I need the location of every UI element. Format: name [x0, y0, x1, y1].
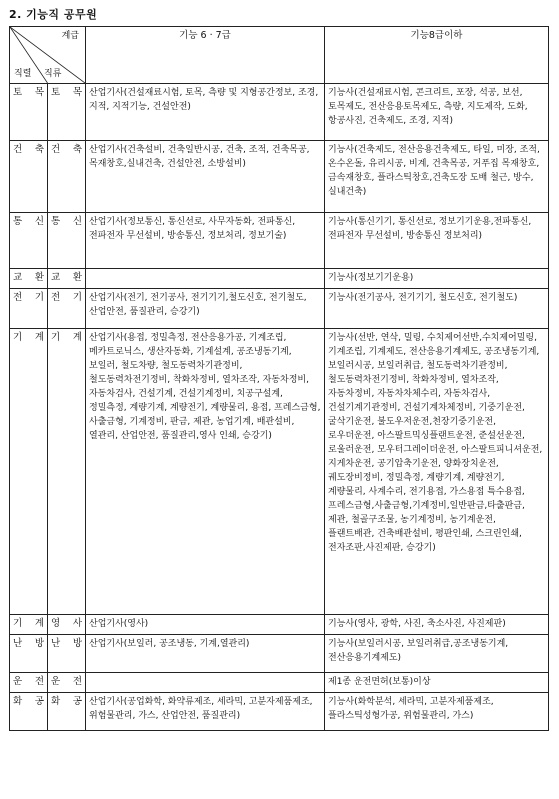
grade-6-7-text: 산업기사(보일러, 공조냉동, 기계,열관리) — [89, 639, 250, 649]
grade-6-7-text: 산업기사(영사) — [89, 619, 149, 629]
grade-8-below-cell — [325, 635, 549, 673]
job-cell: 영 사 — [48, 615, 86, 635]
grade-8-below-text: 기능사(선반, 연삭, 밀링, 수치제어선반,수치제어밀링, 기계조립, 기계제도, 전산응용기계제도, 공조냉동기계, 보일러시공, 보일러취급, 철도동력차기관정비, 철도동력차전기정비, 착화차정비, 열차조작, 자동차정비, 자동차차체수리, 자동차검사, 건설기계기관정비, 건설기계차체정비, 기중기운전, 굴삭기운전, 불도우저운전,천장기중기운전, 로우더운전, 아스팔트믹싱플랜트운전, 준설선운전, 로울러운전, 모우터그레이더운전, 아스팔트피니셔운전, 지게차운전, 공기압축기운전, 양화장치운전, 궤도장비정비, 정밀측정, 계량기계, 계량전기, 계량물리, 사계수리, 전기용접, 가스용접 특수용접, 프레스금형,사출금형,기계정비,일반판금,타출판금, 제관, 철골구조물, 농기계정비, 농기계운전, 플랜트배관, 건축배관설비, 평판인쇄, 스크린인쇄, 전자조판,사진제판, 승강기) — [328, 333, 543, 553]
grade-8-below-cell — [325, 213, 549, 269]
series-label: 직렬 — [14, 69, 32, 79]
grade-8-below-text: 기능사(영사, 광학, 사진, 축소사진, 사진제판) — [328, 619, 506, 629]
grade-6-7-cell — [86, 141, 325, 213]
grade-6-7-cell — [86, 289, 325, 329]
header-grade-8-below: 기능8급이하 — [325, 27, 549, 84]
page-title: 2. 기능직 공무원 — [9, 8, 98, 21]
series-cell: 화 공 — [10, 693, 48, 731]
job-cell: 화 공 — [48, 693, 86, 731]
grade-6-7-cell — [86, 673, 325, 693]
grade-6-7-text: 산업기사(건설재료시험, 토목, 측량 및 지형공간정보, 조경, 지적, 지적기능, 건설안전) — [89, 88, 319, 112]
job-cell: 교 환 — [48, 269, 86, 289]
grade-8-below-cell — [325, 615, 549, 635]
series-cell: 기 계 — [10, 615, 48, 635]
grade-8-below-text: 기능사(정보기기운용) — [328, 273, 414, 283]
header-row — [10, 27, 549, 84]
grade-8-below-text: 기능사(보일러시공, 보일러취급,공조냉동기계, 전산응용기계제도) — [328, 639, 509, 663]
job-cell: 난 방 — [48, 635, 86, 673]
grade-8-below-cell — [325, 141, 549, 213]
grade-8-below-cell — [325, 289, 549, 329]
table-row — [10, 84, 549, 141]
table-row — [10, 141, 549, 213]
grade-8-below-cell — [325, 673, 549, 693]
table-row — [10, 615, 549, 635]
table-row — [10, 329, 549, 615]
grade-8-below-text: 기능사(화학분석, 세라믹, 고분자제품제조, 플라스틱성형가공, 위험물관리, 가스) — [328, 697, 494, 721]
grade-8-below-cell — [325, 269, 549, 289]
grade-label: 계급 — [61, 31, 79, 41]
table-row — [10, 693, 549, 731]
series-cell: 전 기 — [10, 289, 48, 329]
series-cell: 통 신 — [10, 213, 48, 269]
grade-8-below-text: 기능사(건설재료시험, 콘크리트, 포장, 석공, 보선, 토목제도, 전산응용토목제도, 측량, 지도제작, 도화, 항공사진, 건축제도, 조경, 지적) — [328, 88, 528, 126]
grade-8-below-text: 기능사(통신기기, 통신선로, 정보기기운용,전파통신, 전파전자 무선설비, 방송통신 정보처리) — [328, 217, 532, 241]
grade-6-7-text: 산업기사(건축설비, 건축일반시공, 건축, 조적, 건축목공, 목재창호,실내건축, 건설안전, 소방설비) — [89, 145, 310, 169]
header-grade-6-7: 기능 6 · 7급 — [86, 27, 325, 84]
grade-6-7-cell — [86, 269, 325, 289]
series-cell: 운 전 — [10, 673, 48, 693]
series-cell: 난 방 — [10, 635, 48, 673]
table-row — [10, 635, 549, 673]
table-row — [10, 269, 549, 289]
series-cell: 건 축 — [10, 141, 48, 213]
grade-8-below-text: 제1종 운전면허(보통)이상 — [328, 677, 431, 687]
grade-8-below-text: 기능사(전기공사, 전기기기, 철도신호, 전기철도) — [328, 293, 518, 303]
grade-6-7-text: 산업기사(공업화학, 화약류제조, 세라믹, 고분자제품제조, 위험물관리, 가스, 산업안전, 품질관리) — [89, 697, 313, 721]
job-cell: 통 신 — [48, 213, 86, 269]
grade-6-7-cell — [86, 329, 325, 615]
diagonal-header-cell — [10, 27, 86, 84]
job-cell: 건 축 — [48, 141, 86, 213]
job-cell: 토 목 — [48, 84, 86, 141]
grade-8-below-cell — [325, 329, 549, 615]
grade-6-7-text: 산업기사(전기, 전기공사, 전기기기,철도신호, 전기철도, 산업안전, 품질관리, 승강기) — [89, 293, 307, 317]
table-row — [10, 673, 549, 693]
job-cell: 운 전 — [48, 673, 86, 693]
table-row — [10, 289, 549, 329]
table-row — [10, 213, 549, 269]
series-cell: 토 목 — [10, 84, 48, 141]
job-label: 직류 — [44, 69, 62, 79]
grade-8-below-cell — [325, 693, 549, 731]
grade-6-7-cell — [86, 615, 325, 635]
grade-6-7-cell — [86, 213, 325, 269]
grade-6-7-text: 산업기사(정보통신, 통신선로, 사무자동화, 전파통신, 전파전자 무선설비, 방송통신, 정보처리, 정보기술) — [89, 217, 296, 241]
grade-8-below-cell — [325, 84, 549, 141]
job-cell: 기 계 — [48, 329, 86, 615]
series-cell: 기 계 — [10, 329, 48, 615]
job-cell: 전 기 — [48, 289, 86, 329]
grade-6-7-cell — [86, 635, 325, 673]
grade-6-7-cell — [86, 693, 325, 731]
qualification-table — [9, 26, 549, 731]
series-cell: 교 환 — [10, 269, 48, 289]
grade-6-7-text: 산업기사(용접, 정밀측정, 전산응용가공, 기계조립, 메카트로닉스, 생산자동화, 기계설계, 공조냉동기계, 보일러, 철도차량, 철도동력차기관정비, 철도동력차전기정비, 착화차정비, 열차조작, 자동차정비, 자동차검사, 건설기계, 건설기계정비, 치공구설계, 정밀측정, 계량기계, 계량전기, 계량물리, 용접, 프레스금형, 사출금형, 기계정비, 판금, 제관, 농업기계, 배관설비, 열관리, 산업안전, 품질관리,영사 인쇄, 승강기) — [89, 333, 321, 441]
grade-6-7-cell — [86, 84, 325, 141]
grade-8-below-text: 기능사(건축제도, 전산응용건축제도, 타일, 미장, 조적, 온수온돌, 유리시공, 비계, 건축목공, 거푸집 목재창호, 금속재창호, 플라스틱창호,건축도장 도배 철근, 방수, 실내건축) — [328, 145, 540, 197]
